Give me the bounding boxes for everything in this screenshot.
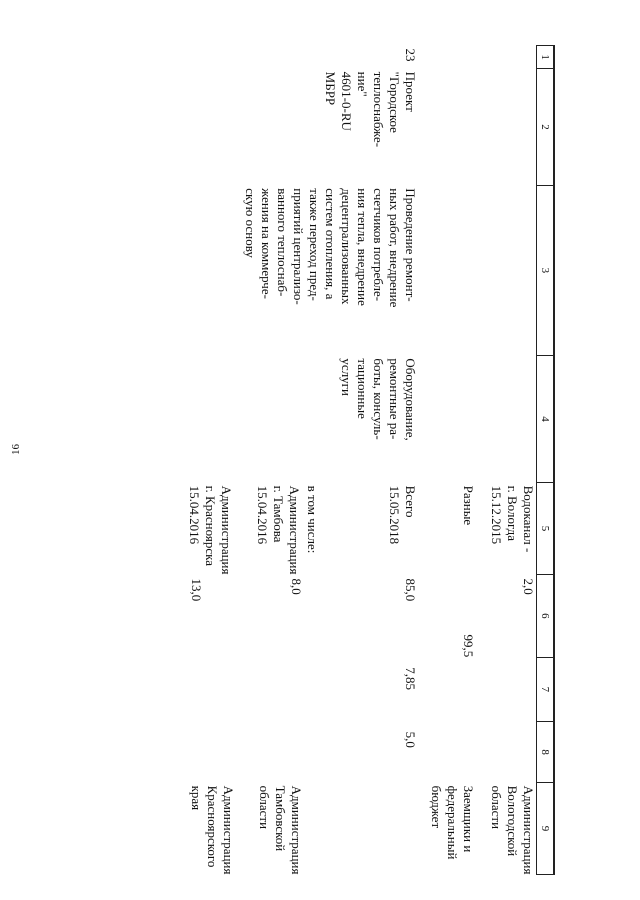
lender-column-23 (186, 483, 428, 575)
lender-tambov: Администрация г. Тамбова 15.04.2016 (255, 485, 302, 575)
total-amount: 85,0 (403, 578, 418, 602)
amount-krasnoyarsk: 13,0 (189, 578, 204, 602)
executor-raznye: Заемщики и федеральный бюджет (429, 785, 476, 860)
column-header-3: 3 (537, 185, 555, 355)
column-number-row (537, 46, 555, 875)
column-header-6: 6 (537, 574, 555, 657)
lender-raznye: Разные (461, 485, 476, 526)
table-row-vologda (488, 46, 537, 875)
amount-raznye: 99,5 (461, 634, 476, 658)
project-table (186, 45, 555, 875)
total-label: Всего (403, 485, 418, 518)
executor-column-23 (186, 783, 428, 875)
executor-krasnoyarsk: Администрация Красноярского края (189, 785, 236, 875)
total-term: 5,0 (403, 731, 418, 748)
amount-tambov: 8,0 (289, 578, 304, 595)
amount-column-23 (186, 574, 428, 657)
executor-vologda: Администрация Вологодской области (489, 785, 536, 875)
table-row-raznye (428, 46, 488, 875)
amount-vologda: 2,0 (521, 578, 536, 595)
rotated-page (50, 45, 555, 875)
column-header-1: 1 (537, 46, 555, 69)
column-header-4: 4 (537, 355, 555, 482)
row-number: 23 (403, 48, 418, 62)
table-row-23 (186, 46, 428, 875)
column-header-7: 7 (537, 657, 555, 721)
column-header-2: 2 (537, 69, 555, 186)
column-header-5: 5 (537, 483, 555, 575)
including-label: в том числе: (305, 485, 320, 554)
total-rate: 7,85 (403, 667, 418, 690)
procurement-items: Оборудование, ремонтные ра- боты, консуль- тационные услуги (339, 358, 418, 441)
project-name: Проект "Городское теплоснабже- ние" 4601-0-RU МБРР (323, 71, 418, 148)
project-description: Проведение ремонт- ных работ, внедрение счетчиков потребле- ния тепла, внедрение децентрализованных систем отопления, а также переход пред- приятий централизо- ванного теплоснаб- жения на коммерче- скую основу (243, 188, 418, 308)
column-header-9: 9 (537, 783, 555, 875)
column-header-8: 8 (537, 722, 555, 783)
total-date: 15.05.2018 (387, 485, 402, 545)
executor-tambov: Администрация Тамбовской области (257, 785, 304, 875)
lender-vologda: Водоканал - г. Вологда 15.12.2015 (489, 485, 536, 553)
lender-krasnoyarsk: Администрация г. Красноярска 15.04.2016 (187, 485, 234, 575)
page-number: 16 (10, 444, 22, 455)
